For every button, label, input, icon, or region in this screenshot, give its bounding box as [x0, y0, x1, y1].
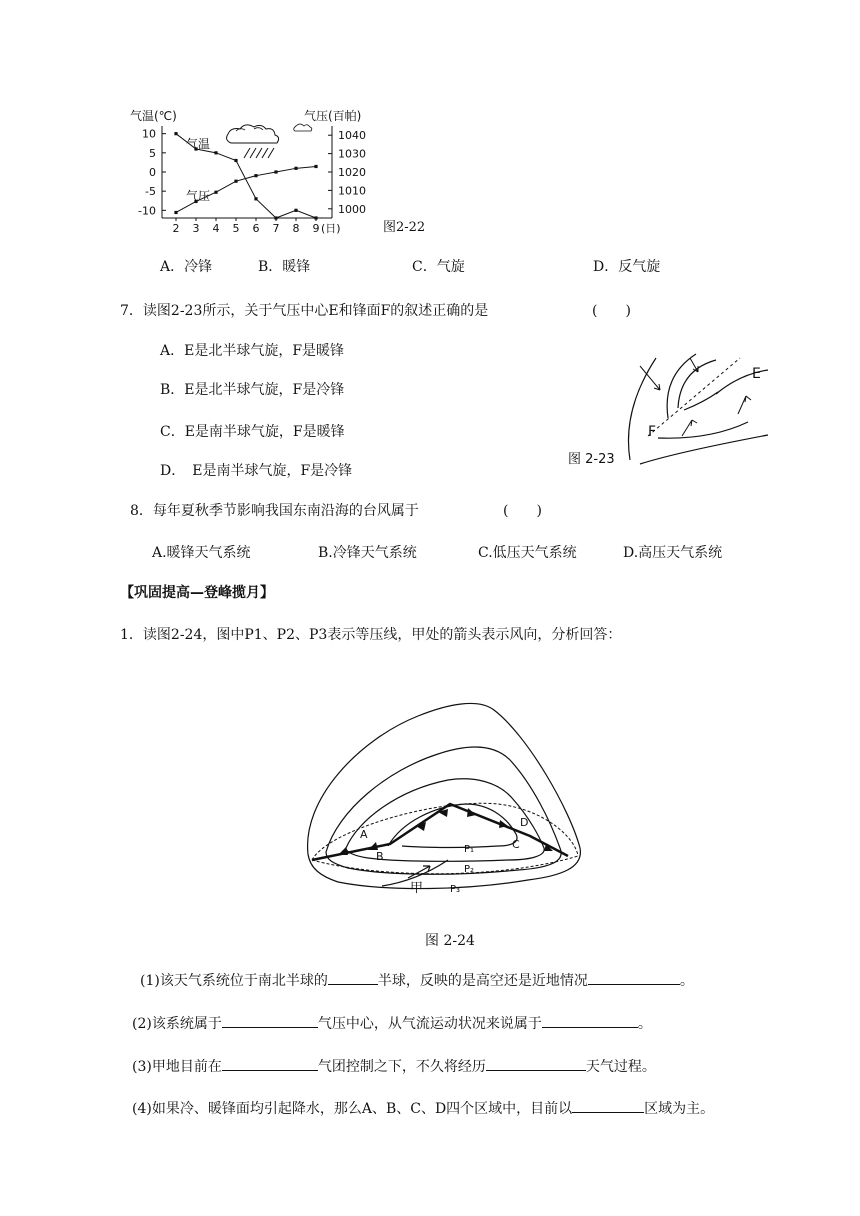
series-point	[234, 159, 237, 162]
series-point	[274, 170, 277, 173]
figure-2-23-caption: 图 2-23	[568, 452, 615, 467]
sub-question-1	[140, 970, 694, 990]
sub3-text-b: 气团控制之下，不久将经历	[317, 1059, 486, 1075]
chart-series	[174, 132, 317, 220]
x-tick-label: 4	[212, 222, 220, 235]
sub4-text-b: 区域为主。	[644, 1101, 715, 1117]
series-label-1: 气温	[186, 137, 211, 151]
q7-option-c: C．E是南半球气旋，F是暖锋	[160, 424, 345, 440]
sub1-text-b: 半球，反映的是高空还是近地情况	[377, 973, 588, 989]
label-a: A	[360, 828, 368, 841]
rain-cloud-icon	[227, 124, 312, 158]
sub4-text-a: (4)如果冷、暖锋面均引起降水，那么A、B、C、D四个区域中，目前以	[132, 1101, 573, 1117]
sub2-text-c: 。	[637, 1016, 652, 1032]
y-left-tick-label: -10	[138, 204, 156, 218]
problem-1-stem: 1．读图2-24，图中P1、P2、P3表示等压线，甲处的箭头表示风向，分析回答：	[120, 627, 622, 643]
series-label-2: 气压	[186, 189, 211, 203]
q7-option-d: D． E是南半球气旋，F是冷锋	[160, 463, 353, 479]
series-point	[274, 216, 277, 219]
q6-option-b: B．暖锋	[258, 259, 311, 275]
y-left-tick-label: 5	[149, 146, 156, 160]
label-p3: P₃	[450, 884, 461, 895]
answer-blank-4[interactable]	[572, 1098, 644, 1113]
sub2-text-a: (2)该系统属于	[132, 1016, 222, 1032]
label-jia: 甲	[410, 881, 424, 896]
x-tick-label: 2	[172, 222, 180, 235]
sub-question-4	[132, 1098, 714, 1118]
series-point	[294, 167, 297, 170]
y-right-tick-label: 1030	[338, 147, 366, 161]
sub3-text-a: (3)甲地目前在	[132, 1059, 222, 1075]
figure-2-24-caption: 图 2-24	[425, 933, 475, 949]
y-right-tick-label: 1010	[338, 184, 366, 198]
q8-option-c: C.低压天气系统	[478, 545, 577, 561]
sub-question-3	[132, 1056, 656, 1076]
label-b: B	[376, 850, 384, 863]
series-point	[214, 151, 217, 154]
sub1-text-c: 。	[679, 973, 694, 989]
sub2-text-b: 气压中心，从气流运动状况来说属于	[317, 1016, 542, 1032]
x-tick-label: 6	[252, 222, 260, 235]
series-point	[254, 174, 257, 177]
label-f: F	[648, 424, 657, 440]
answer-blank-3b[interactable]	[486, 1056, 586, 1071]
answer-blank-3a[interactable]	[222, 1056, 318, 1071]
y-left-label: 气温(℃)	[130, 109, 177, 123]
q8-option-b: B.冷锋天气系统	[318, 545, 417, 561]
section-heading: 【巩固提高—登峰揽月】	[120, 585, 274, 601]
series-point	[314, 216, 317, 219]
y-left-tick-label: 0	[149, 166, 156, 179]
label-p2: P₂	[464, 864, 475, 875]
label-e: E	[752, 366, 761, 382]
series-point	[254, 197, 257, 200]
answer-blank-1b[interactable]	[588, 970, 680, 985]
answer-blank-1a[interactable]	[328, 970, 378, 985]
answer-blank-2a[interactable]	[222, 1013, 318, 1028]
figure-2-23-diagram	[618, 340, 778, 475]
q8-option-d: D.高压天气系统	[623, 545, 723, 561]
x-tick-label: 3	[192, 222, 200, 235]
x-tick-label: 8	[292, 222, 300, 235]
figure-2-24-diagram	[298, 680, 588, 904]
answer-blank-2b[interactable]	[542, 1013, 638, 1028]
figure-2-22-chart	[120, 104, 500, 234]
q8-option-a: A.暖锋天气系统	[152, 545, 251, 561]
q6-option-c: C．气旋	[412, 259, 465, 275]
series-point	[314, 165, 317, 168]
y-right-tick-label: 1040	[338, 129, 366, 143]
y-left-tick-label: -5	[145, 185, 156, 199]
q6-option-d: D．反气旋	[593, 259, 661, 275]
y-right-tick-label: 1000	[338, 202, 366, 216]
label-d: D	[520, 816, 529, 829]
sub-question-2	[132, 1013, 652, 1033]
y-right-label: 气压(百帕)	[304, 109, 362, 123]
x-tick-label: 9	[312, 222, 320, 235]
x-axis-unit-label: (日)	[321, 222, 341, 235]
y-right-tick-label: 1020	[338, 166, 366, 179]
series-point	[294, 209, 297, 212]
q8-stem: 8．每年夏秋季节影响我国东南沿海的台风属于	[130, 503, 419, 519]
q7-answer-paren: ( )	[592, 303, 631, 319]
y-left-tick-label: 10	[142, 127, 156, 141]
q7-option-b: B．E是北半球气旋，F是冷锋	[160, 382, 345, 398]
q7-stem: 7．读图2-23所示，关于气压中心E和锋面F的叙述正确的是	[120, 303, 489, 319]
series-point	[214, 191, 217, 194]
sub3-text-c: 天气过程。	[585, 1059, 656, 1075]
series-point	[174, 211, 177, 214]
q6-option-a: A．冷锋	[160, 259, 213, 275]
label-p1: P₁	[464, 844, 475, 855]
q8-answer-paren: ( )	[503, 503, 542, 519]
series-point	[234, 180, 237, 183]
sub1-text-a: (1)该天气系统位于南北半球的	[140, 973, 328, 989]
figure-2-22-caption: 图2-22	[383, 220, 426, 235]
x-tick-label: 7	[272, 222, 280, 235]
series-point	[174, 132, 177, 135]
label-c: C	[512, 838, 520, 851]
q7-option-a: A．E是北半球气旋，F是暖锋	[160, 343, 345, 359]
x-tick-label: 5	[232, 222, 240, 235]
